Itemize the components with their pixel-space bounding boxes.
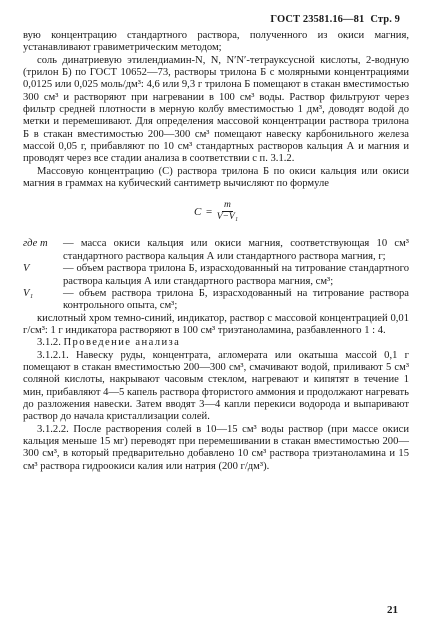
- definition-symbol: V₁: [23, 287, 34, 299]
- formula: [23, 200, 409, 230]
- section-title: Проведение анализа: [63, 337, 181, 349]
- formula-fraction: [217, 200, 238, 223]
- page-header: [270, 14, 400, 25]
- document-body: [23, 30, 409, 473]
- paragraph: Массовую концентрацию (C) раствора трилона Б по окиси кальция или окиси магния в граммах на кубический сантиметр вычисляют по формуле: [23, 165, 409, 190]
- subsection-paragraph: 3.1.2.2. После растворения солей в 10—15 см³ воды раствор (при массе окиси кальция меньше 15 мг) переводят при перемешивании в стакан вместимостью 200—300 см³, в который предварительно добавлено 10 см³ раствора триэтаноламина и 15 см³ раствора гидроокиси калия или натрия (200 г/дм³).: [23, 423, 409, 472]
- formula-denominator: V−V₁: [216, 212, 239, 223]
- standard-designation: ГОСТ 23581.16—81: [270, 14, 365, 25]
- definition-item: [23, 263, 409, 288]
- section-heading: [23, 337, 409, 349]
- formula-equals: =: [205, 205, 213, 218]
- subsection-paragraph: 3.1.2.1. Навеску руды, концентрата, агломерата или окатыша массой 0,1 г помещают в стакан вместимостью 200—300 см³, смачивают водой, приливают 5 см³ соляной кислоты, накрывают часовым стеклом, нагревают и кипятят в течение 1 мин, прибавляют 4—5 капель раствора фтористого аммония и продолжают нагревать до разложения навески. Затем вводят 3—4 капли перекиси водорода и выпаривают раствор до начала кристаллизации солей.: [23, 349, 409, 423]
- paragraph: соль динатриевую этилендиамин-N, N, N′N′-тетрауксусной кислоты, 2-водную (трилон Б) по ГОСТ 10652—73, растворы трилона Б с молярными концентрациями 0,0125 или 0,025 моль/дм³: 4,6 или 9,3 г трилона Б помещают в стакан вместимостью 300 см³ и растворяют при нагревании в 100 см³ воды. Раствор фильтруют через фильтр средней плотности в мерную колбу вместимостью 1 дм³, доводят водой до метки и перемешивают. Для определения массовой концентрации раствора трилона Б в стакан вместимостью 200—300 см³ помещают навеску карбонильного железа массой 0,05 г, прибавляют по 10 см³ стандартных растворов кальция А и магния и проводят через все стадии анализа в соответствии с п. 3.1.2.: [23, 54, 409, 165]
- section-number: 3.1.2.: [37, 337, 61, 349]
- page-label: Стр. 9: [370, 14, 400, 25]
- definition-text: — масса окиси кальция или окиси магния, соответствующая 10 см³ стандартного раствора кальция А или стандартного раствора магния, г;: [63, 238, 409, 262]
- paragraph: вую концентрацию стандартного раствора, полученного из окиси магния, устанавливают гравиметрическим методом;: [23, 30, 409, 54]
- definitions-list: [23, 238, 409, 312]
- definition-text: — объем раствора трилона Б, израсходованный на титрование стандартного раствора кальция А или стандартного раствора магния, см³;: [63, 263, 409, 287]
- definition-symbol: V: [23, 263, 30, 275]
- paragraph: кислотный хром темно-синий, индикатор, раствор с массовой концентрацией 0,01 г/см³: 1 г индикатора растворяют в 100 см³ триэтаноламина, разбавленного 1 : 4.: [23, 312, 409, 336]
- definition-item: [23, 288, 409, 313]
- definition-item: [23, 238, 409, 263]
- formula-lhs: C: [193, 205, 202, 218]
- page-number: 21: [387, 604, 398, 616]
- formula-numerator: m: [223, 200, 231, 211]
- definition-symbol: где m: [23, 238, 48, 250]
- definition-text: — объем раствора трилона Б, израсходованный на титрование раствора контрольного опыта, см³;: [63, 287, 409, 312]
